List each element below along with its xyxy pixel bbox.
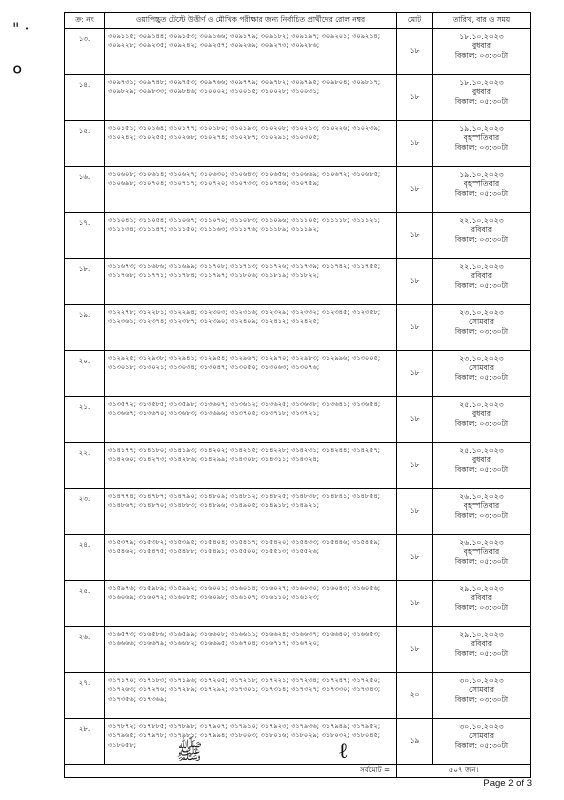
roll-numbers-cell: ৩১৭৮৭২; ৩১৭৮৮৫; ৩১৭৮৯৮; ৩১৭৯০৭; ৩১৭৯১০; ৩১৭৯২৩; ৩১৭৯৩৬; ৩১৭৯৪৯; ৩১৭৯৫২; ৩১৭৯৬৫; ৩১৭৯৭৮; ৩১৭৯৮১; ৩১৭৯৯৪; ৩১৮০০৩; ৩১৮০১৬; ৩১৮০২৯; ৩১৮০৩২; ৩১৮০৪৫; ৩১৮০৫৮; (105, 719, 397, 765)
time-text: বিকাল: ০৫:৩০টা (454, 280, 509, 290)
time-text: বিকাল: ০৫:৩০টা (454, 740, 509, 750)
day-text: রবিবার (470, 639, 493, 649)
roll-numbers-cell: ৩১২৯২৫; ৩১২৯৩৮; ৩১২৯৪১; ৩১২৯৫৪; ৩১২৯৬৭; ৩১২৯৭০; ৩১২৯৮৩; ৩১২৯৯৬; ৩১৩০০৫; ৩১৩০১৮; ৩১৩০২১; ৩১৩০৩৪; ৩১৩০৪৭; ৩১৩০৫০; ৩১৩০৬৩; ৩১৩০৭৬; (105, 351, 397, 397)
table-row (65, 627, 531, 673)
table-row (65, 489, 531, 535)
roll-numbers-cell: ৩১৪৭৭৪; ৩১৪৭৮৭; ৩১৪৭৯০; ৩১৪৮০৯; ৩১৪৮১২; ৩১৪৮২৫; ৩১৪৮৩৮; ৩১৪৮৪১; ৩১৪৮৫৪; ৩১৪৮৬৭; ৩১৪৮৭০; ৩১৪৮৮৩; ৩১৪৮৯৬; ৩১৪৯০৫; ৩১৪৯১৮; ৩১৪৯২১; (105, 489, 397, 535)
count-cell: ১৮ (397, 443, 433, 489)
day-text: বুধবার (471, 455, 492, 465)
time-text: বিকাল: ০৫:৩০টা (454, 372, 509, 382)
page-number: Page 2 of 3 (483, 778, 532, 789)
time-text: বিকাল: ০৩:৩০টা (454, 326, 509, 336)
table-body (65, 29, 531, 765)
count-cell: ১৮ (397, 167, 433, 213)
serial-cell: ২৩. (65, 489, 105, 535)
time-text: বিকাল: ০৩:৩০টা (454, 234, 509, 244)
datetime-cell (433, 213, 531, 259)
serial-cell: ১৪. (65, 75, 105, 121)
date-text: ২৯.১০.২০২৩ (459, 630, 504, 639)
count-cell: ১৮ (397, 397, 433, 443)
date-text: ২৬.১০.২০২৩ (459, 538, 504, 547)
table-row (65, 673, 531, 719)
count-cell: ২০ (397, 673, 433, 719)
table-row (65, 351, 531, 397)
table-row (65, 213, 531, 259)
table-row (65, 397, 531, 443)
date-text: ৩০.১০.২০২৩ (459, 722, 504, 731)
header-rolls: ওয়াপিচ্চুত টেস্টে উত্তীর্ণ ও মৌখিক পরীক্ষার জন্য নির্বাচিত প্রার্থীদের রোল নম্বর (105, 13, 397, 29)
datetime-cell (433, 673, 531, 719)
roll-numbers-cell: ৩১১৬৭৩; ৩১১৬৮৬; ৩১১৬৯৯; ৩১১৭০৮; ৩১১৭১৩; ৩১১৭২৬; ৩১১৭৩৯; ৩১১৭৪২; ৩১১৭৫৫; ৩১১৭৬৮; ৩১১৭৭১; ৩১১৭৮৪; ৩১১৭৯৭; ৩১১৮০৬; ৩১১৮১৯; ৩১১৮২২; (105, 259, 397, 305)
header-total: মোট (397, 13, 433, 29)
date-text: ২৫.১০.২০২৩ (459, 446, 504, 455)
count-cell: ১৮ (397, 29, 433, 75)
count-cell: ১৮ (397, 305, 433, 351)
serial-cell: ২২. (65, 443, 105, 489)
datetime-cell (433, 489, 531, 535)
date-text: ২৫.১০.২০২৩ (459, 400, 504, 409)
count-cell: ১৮ (397, 627, 433, 673)
serial-cell: ১৬. (65, 167, 105, 213)
table-row (65, 535, 531, 581)
time-text: বিকাল: ০৫:৩০টা (454, 556, 509, 566)
header-serial: ক্র: নং (65, 13, 105, 29)
roll-numbers-cell: ৩১৫৩৭৯; ৩১৫৩৮২; ৩১৫৩৯৫; ৩১৫৪০৪; ৩১৫৪১৭; ৩১৫৪২০; ৩১৫৪৩৩; ৩১৫৪৪৬; ৩১৫৪৫৯; ৩১৫৪৬২; ৩১৫৪৭৫; ৩১৫৪৮৮; ৩১৫৪৯১; ৩১৫৫০০; ৩১৫৫১৩; ৩১৫৫২৬; (105, 535, 397, 581)
table-row (65, 719, 531, 765)
table-row (65, 305, 531, 351)
datetime-cell (433, 305, 531, 351)
day-text: সোমবার (468, 731, 495, 741)
roll-numbers-cell: ৩১০৬০৮; ৩১০৬১৪; ৩১০৬২৭; ৩১০৬৩০; ৩১০৬৪৩; ৩১০৬৫৬; ৩১০৬৬৯; ৩১০৬৭২; ৩১০৬৮৫; ৩১০৬৯৮; ৩১০৭০৪; ৩১০৭১৭; ৩১০৭২০; ৩১০৭৩৩; ৩১০৭৪৬; ৩১০৭৫৯; (105, 167, 397, 213)
roll-numbers-cell: ৩১৪১৭৭; ৩১৪১৮০; ৩১৪১৯৩; ৩১৪২০২; ৩১৪২১৫; ৩১৪২২৮; ৩১৪২৩১; ৩১৪২৪৪; ৩১৪২৫৭; ৩১৪২৬০; ৩১৪২৭৩; ৩১৪২৮৬; ৩১৪২৯৯; ৩১৪৩০৮; ৩১৪৩১১; ৩১৪৩২৪; (105, 443, 397, 489)
datetime-cell (433, 121, 531, 167)
roll-numbers-cell: ৩১৫৯৭৬; ৩১৫৯৮৯; ৩১৫৯৯২; ৩১৬০০১; ৩১৬০১৪; ৩১৬০২৭; ৩১৬০৩০; ৩১৬০৪৩; ৩১৬০৫৬; ৩১৬০৬৯; ৩১৬০৭২; ৩১৬০৮৫; ৩১৬০৯৮; ৩১৬১০৭; ৩১৬১১০; ৩১৬১২৩; (105, 581, 397, 627)
table-row (65, 581, 531, 627)
roll-numbers-cell: ৩০৯১১৫; ৩০৯১৪৪; ৩০৯১৫৩; ৩০৯১৬৬; ৩০৯১৭৯; ৩০৯১৮২; ৩০৯১৯৭; ৩০৯২০১; ৩০৯২১৪; ৩০৯২২৮; ৩০৯২৩৫; ৩০৯২৪২; ৩০৯২৫৭; ৩০৯২৬৯; ৩০৯২৭৩; ৩০৯২৮৬; (105, 29, 397, 75)
serial-cell: ২৪. (65, 535, 105, 581)
signature-right: ℓ (338, 739, 349, 764)
table-header-row (65, 13, 531, 29)
serial-cell: ১৭. (65, 213, 105, 259)
table-row (65, 443, 531, 489)
time-text: বিকাল: ০৫:৩০টা (454, 188, 509, 198)
serial-cell: ১৮. (65, 259, 105, 305)
serial-cell: ২৬. (65, 627, 105, 673)
date-text: ১৮.১০.২০২৩ (459, 78, 504, 87)
header-datetime: তারিখ, বার ও সময় (433, 13, 531, 29)
count-cell: ১৮ (397, 121, 433, 167)
count-cell: ১৮ (397, 351, 433, 397)
datetime-cell (433, 29, 531, 75)
datetime-cell (433, 581, 531, 627)
serial-cell: ২০. (65, 351, 105, 397)
margin-ring: ० (12, 57, 23, 81)
day-text: বৃহস্পতিবার (463, 547, 500, 557)
time-text: বিকাল: ০৩:৩০টা (454, 510, 509, 520)
day-text: বুধবার (471, 87, 492, 97)
roll-numbers-cell: ৩০৯৭৩১; ৩০৯৭৪৮; ৩০৯৭৫৩; ৩০৯৭৬৬; ৩০৯৭৭৯; ৩০৯৭৮২; ৩০৯৭৯৫; ৩০৯৮০৪; ৩০৯৮১৭; ৩০৯৮২৯; ৩০৯৮৩৩; ৩০৯৮৪৬; ৩১০০০২; ৩১০০১৫; ৩১০০২৮; ৩১০০৩১; (105, 75, 397, 121)
serial-cell: ১৩. (65, 29, 105, 75)
day-text: রবিবার (470, 271, 493, 281)
roll-numbers-cell: ৩১৩৫৭২; ৩১৩৫৮৫; ৩১৩৫৯৮; ৩১৩৬০৭; ৩১৩৬১২; ৩১৩৬২৫; ৩১৩৬৩৮; ৩১৩৬৪১; ৩১৩৬৫৪; ৩১৩৬৬৭; ৩১৩৬৭০; ৩১৩৬৮৩; ৩১৩৬৯৬; ৩১৩৭০৫; ৩১৩৭১৮; ৩১৩৭২১; (105, 397, 397, 443)
date-text: ২৯.১০.২০২৩ (459, 584, 504, 593)
time-text: বিকাল: ০৫:৩০টা (454, 648, 509, 658)
date-text: ২৩.১০.২০২৩ (459, 354, 504, 363)
grand-total-row (65, 765, 531, 778)
time-text: বিকাল: ০৫:৩০টা (454, 96, 509, 106)
date-text: ৩০.১০.২০২৩ (459, 676, 504, 685)
serial-cell: ২৭. (65, 673, 105, 719)
time-text: বিকাল: ০৩:৩০টা (454, 602, 509, 612)
count-cell: ১৮ (397, 489, 433, 535)
day-text: সোমবার (468, 685, 495, 695)
datetime-cell (433, 719, 531, 765)
day-text: বৃহস্পতিবার (463, 501, 500, 511)
date-text: ১৯.১০.২০২৩ (459, 170, 504, 179)
grand-total-value: ৫০৭ জন। (397, 765, 531, 778)
datetime-cell (433, 627, 531, 673)
time-text: বিকাল: ০৩:৩০টা (454, 694, 509, 704)
datetime-cell (433, 167, 531, 213)
day-text: বৃহস্পতিবার (463, 179, 500, 189)
roll-numbers-cell: ৩১২২৭৮; ৩১২২৮১; ৩১২২৯৪; ৩১২৩০৩; ৩১২৩১৬; ৩১২৩২৯; ৩১২৩৩২; ৩১২৩৪৫; ৩১২৩৫৮; ৩১২৩৬১; ৩১২৩৭৪; ৩১২৩৮৭; ৩১২৩৯০; ৩১২৪০৯; ৩১২৪১২; ৩১২৪২৫; (105, 305, 397, 351)
schedule-table (64, 12, 531, 778)
roll-numbers-cell: ৩১০১৫১; ৩১০১৬৪; ৩১০১৭৭; ৩১০১৮০; ৩১০১৯৩; ৩১০২০৮; ৩১০২১৩; ৩১০২২৬; ৩১০২৩৯; ৩১০২৪২; ৩১০২৫৫; ৩১০২৬৮; ৩১০২৭৪; ৩১০২৮৭; ৩১০২৯১; ৩১০৩০৫; (105, 121, 397, 167)
datetime-cell (433, 75, 531, 121)
count-cell: ১৮ (397, 581, 433, 627)
table-row (65, 167, 531, 213)
count-cell: ১৮ (397, 213, 433, 259)
serial-cell: ২১. (65, 397, 105, 443)
datetime-cell (433, 535, 531, 581)
day-text: বুধবার (471, 409, 492, 419)
roll-numbers-cell: ৩১১০৪১; ৩১১০৫৪; ৩১১০৬৭; ৩১১০৭০; ৩১১০৮৩; ৩১১০৯৬; ৩১১১০৫; ৩১১১১৮; ৩১১১২১; ৩১১১৩৪; ৩১১১৪৭; ৩১১১৫০; ৩১১১৬৩; ৩১১১৭৬; ৩১১১৮৯; ৩১১১৯২; (105, 213, 397, 259)
day-text: বৃহস্পতিবার (463, 133, 500, 143)
day-text: রবিবার (470, 225, 493, 235)
time-text: বিকাল: ০৩:৩০টা (454, 50, 509, 60)
roll-numbers-cell: ৩১৭১৭০; ৩১৭১৮৩; ৩১৭১৯৬; ৩১৭২০৫; ৩১৭২১৮; ৩১৭২২১; ৩১৭২৩৪; ৩১৭২৪৭; ৩১৭২৫০; ৩১৭২৬৩; ৩১৭২৭৬; ৩১৭২৮৯; ৩১৭২৯২; ৩১৭৩০১; ৩১৭৩১৪; ৩১৭৩২৭; ৩১৭৩৩০; ৩১৭৩৪৩; ৩১৭৩৫৬; ৩১৭৩৬৯; (105, 673, 397, 719)
date-text: ২২.১০.২০২৩ (459, 216, 504, 225)
grand-total-label: সর্বমোট = (65, 765, 397, 778)
datetime-cell (433, 351, 531, 397)
count-cell: ১৮ (397, 259, 433, 305)
day-text: বুধবার (471, 41, 492, 51)
date-text: ১৯.১০.২০২৩ (459, 124, 504, 133)
date-text: ২২.১০.২০২৩ (459, 262, 504, 271)
datetime-cell (433, 397, 531, 443)
datetime-cell (433, 443, 531, 489)
date-text: ২৬.১০.২০২৩ (459, 492, 504, 501)
table-row (65, 121, 531, 167)
serial-cell: ২৫. (65, 581, 105, 627)
serial-cell: ১৫. (65, 121, 105, 167)
table-row (65, 75, 531, 121)
time-text: বিকাল: ০৩:৩০টা (454, 418, 509, 428)
table-row (65, 29, 531, 75)
margin-dots: " · (12, 19, 30, 38)
roll-numbers-cell: ৩১৬৫৭৩; ৩১৬৫৮৬; ৩১৬৫৯৯; ৩১৬৬০৮; ৩১৬৬১১; ৩১৬৬২৪; ৩১৬৬৩৭; ৩১৬৬৪০; ৩১৬৬৫৩; ৩১৬৬৬৬; ৩১৬৬৭৯; ৩১৬৬৮২; ৩১৬৬৯৫; ৩১৬৭০৪; ৩১৬৭১৭; ৩১৬৭২০; (105, 627, 397, 673)
count-cell: ১৮ (397, 75, 433, 121)
day-text: সোমবার (468, 317, 495, 327)
datetime-cell (433, 259, 531, 305)
day-text: সোমবার (468, 363, 495, 373)
signature-left: ﷺ (176, 740, 203, 765)
time-text: বিকাল: ০৫:৩০টা (454, 464, 509, 474)
time-text: বিকাল: ০৩:৩০টা (454, 142, 509, 152)
margin-marks (12, 19, 30, 81)
serial-cell: ১৯. (65, 305, 105, 351)
date-text: ২৩.১০.২০২৩ (459, 308, 504, 317)
table-row (65, 259, 531, 305)
count-cell: ১৮ (397, 535, 433, 581)
day-text: রবিবার (470, 593, 493, 603)
serial-cell: ২৮. (65, 719, 105, 765)
date-text: ১৮.১০.২০২৩ (459, 32, 504, 41)
count-cell: ১৯ (397, 719, 433, 765)
